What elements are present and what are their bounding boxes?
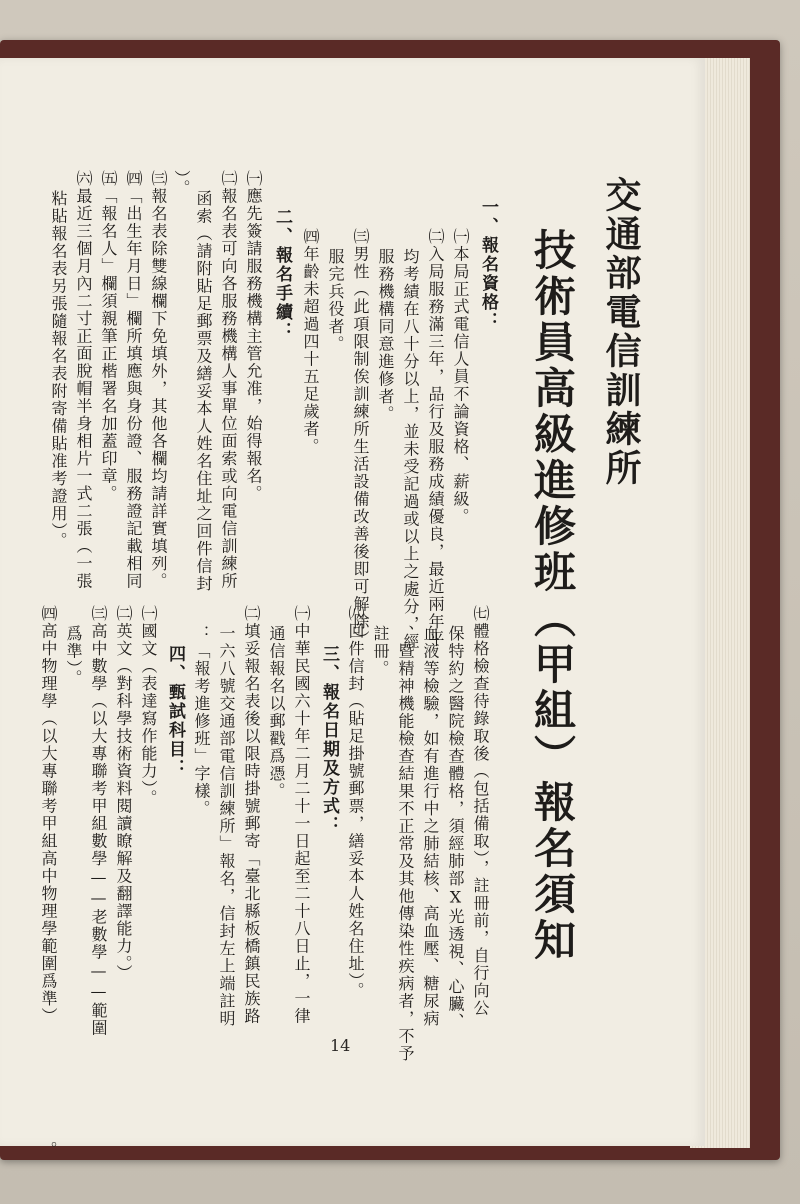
section2-item: ㈦體格檢查待錄取後（包括備取），註冊前，自行向公 [471,605,490,1017]
title-line1: 交通部電信訓練所 [600,176,642,488]
section2-item: 函索（請附貼足郵票及繕妥本人姓名住址之回件信封 [194,190,213,593]
section2-item: ㈠應先簽請服務機構主管允准，始得報名。 [244,170,263,503]
section3-item: ㈠中華民國六十年二月二十一日起至二十八日止，一律 [292,605,311,1025]
section3-item: 通信報名以郵戳爲憑。 [267,625,286,800]
section4-item: 爲準）。 [64,625,83,687]
section3-heading: 三、報名日期及方式： [319,645,339,835]
section2-item: ）。 [172,170,191,197]
section1-item: 服務機構同意進修者。 [376,248,395,423]
section2-item: ㈡報名表可向各服務機構人事單位面索或向電信訓練所 [219,170,238,590]
section2-item: 保特約之醫院檢查體格，須經肺部X光透視、心臟、 [446,625,465,1031]
section2-heading: 二、報名手續： [272,208,292,341]
section2-item: 血液等檢驗，如有進行中之肺結核、高血壓、糖尿病 [421,625,440,1028]
page-number: 14 [330,1036,351,1055]
section2-item: 、暨精神機能檢查結果不正常及其他傳染性疾病者，不予 [396,625,415,1063]
section2-item: ㈥最近三個月內二寸正面脫帽半身相片一式二張（一張 [74,170,93,590]
section3-item: 一六八號交通部電信訓練所」報名，信封左上端註明 [217,625,236,1028]
section1-item: ㈡入局服務滿三年，品行及服務成績優良，最近兩年平 [426,228,445,648]
section1-item: ㈢男性（此項限制俟訓練所生活設備改善後即可解除） [351,228,370,648]
section1-heading: 一、報名資格： [478,198,498,331]
section4-item: ㈢高中數學（以大專聯考甲組數學——老數學——範圍 [89,605,108,1037]
section1-item: 服完兵役者。 [326,248,345,353]
section2-item: ㈣「出生年月日」欄所填應與身份證、服務證記載相同 [124,170,143,590]
section2-item: ㈢報名表除雙線欄下免填外，其他各欄均請詳實填列。 [149,170,168,590]
section1-item: ㈠本局正式電信人員不論資格、薪級。 [451,228,470,526]
section2-item: 粘貼報名表另張隨報名表附寄備貼准考證用）。 [49,190,68,550]
section2-item: 註冊。 [371,625,390,678]
section2-item: ㈤「報名人」欄須親筆正楷署名加蓋印章。 [99,170,118,503]
section1-item: ㈣年齡未超過四十五足歲者。 [301,228,320,456]
section3-item: ：「報考進修班」字樣。 [192,625,211,818]
section4-item: ㈡英文（對科學技術資料閱讀瞭解及翻譯能力。） [114,605,133,982]
section4-heading: 四、甄試科目： [165,645,185,778]
book-page [0,58,705,1159]
section4-item: ㈠國文（表達寫作能力）。 [139,605,158,807]
title-line2: 技術員高級進修班（甲組）報名須知 [528,228,577,964]
section4-item: 。 [39,1141,58,1159]
section3-item: ㈡填妥報名表後以限時掛號郵寄「臺北縣板橋鎮民族路 [242,605,261,1025]
section1-item: 均考績在八十分以上，並未受記過或以上之處分，經 [401,248,420,651]
section2-item: ㈧回件信封（貼足掛號郵票，繕妥本人姓名住址）。 [346,605,365,1000]
section4-item: ㈣高中物理學（以大專聯考甲組高中物理學範圍爲準） [39,605,58,1025]
